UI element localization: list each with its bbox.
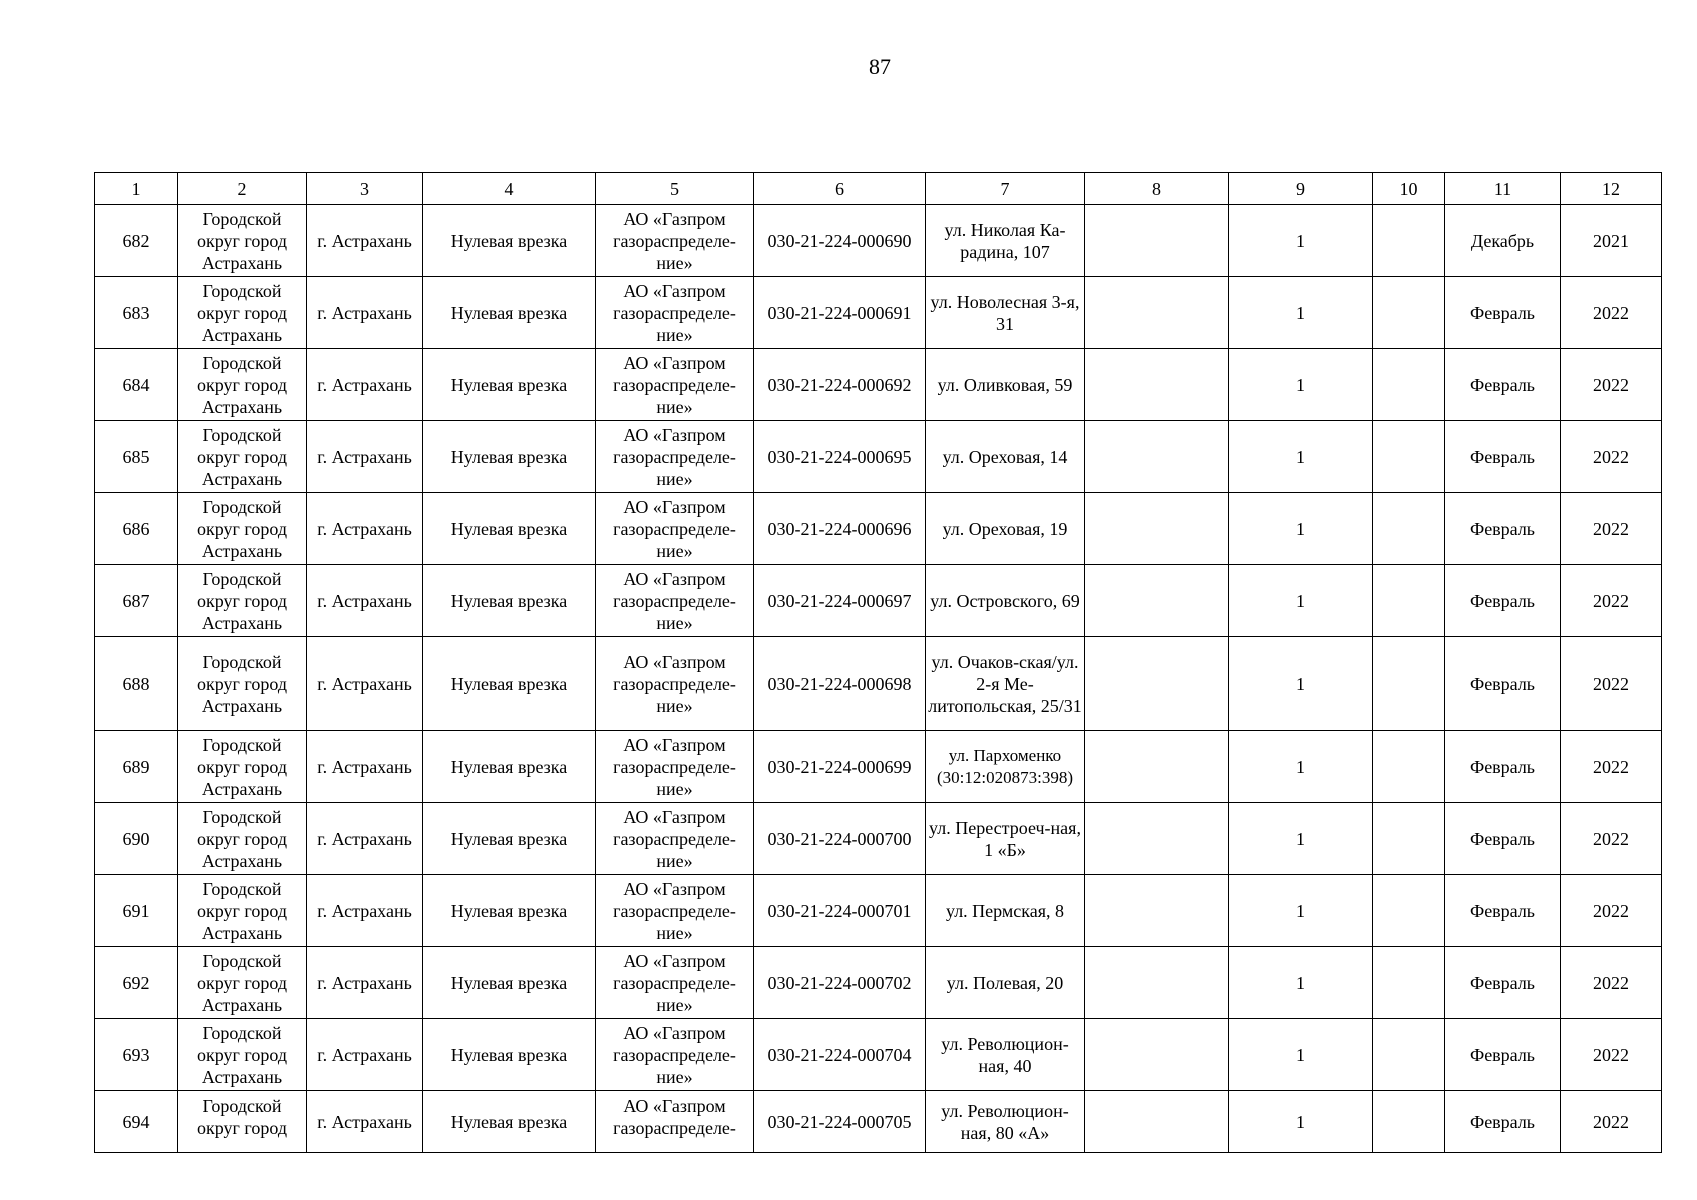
month-cell: Февраль	[1445, 493, 1561, 565]
object-code-cell: 030-21-224-000696	[754, 493, 926, 565]
month-cell: Февраль	[1445, 731, 1561, 803]
district-cell: Городской округ город Астрахань	[178, 421, 307, 493]
work-type-cell: Нулевая врезка	[423, 803, 596, 875]
city-cell: г. Астрахань	[307, 421, 423, 493]
address-cell: ул. Пархоменко (30:12:020873:398)	[926, 731, 1085, 803]
quantity-cell: 1	[1229, 947, 1373, 1019]
column-header: 2	[178, 173, 307, 205]
district-cell: Городской округ город Астрахань	[178, 565, 307, 637]
month-cell: Февраль	[1445, 803, 1561, 875]
year-cell: 2022	[1561, 1019, 1662, 1091]
month-cell: Февраль	[1445, 349, 1561, 421]
column-10-cell	[1373, 637, 1445, 731]
organization-cell: АО «Газпром газораспределе-ние»	[596, 421, 754, 493]
quantity-cell: 1	[1229, 421, 1373, 493]
quantity-cell: 1	[1229, 565, 1373, 637]
month-cell: Февраль	[1445, 565, 1561, 637]
organization-cell: АО «Газпром газораспределе-ние»	[596, 803, 754, 875]
table-row	[95, 277, 1662, 349]
address-cell: ул. Пермская, 8	[926, 875, 1085, 947]
column-header: 11	[1445, 173, 1561, 205]
gas-connections-table	[94, 172, 1662, 1153]
organization-cell: АО «Газпром газораспределе-ние»	[596, 277, 754, 349]
row-number: 691	[95, 875, 178, 947]
district-cell: Городской округ город Астрахань	[178, 349, 307, 421]
column-10-cell	[1373, 565, 1445, 637]
column-header: 9	[1229, 173, 1373, 205]
quantity-cell: 1	[1229, 493, 1373, 565]
table-row	[95, 875, 1662, 947]
column-8-cell	[1085, 205, 1229, 277]
object-code-cell: 030-21-224-000691	[754, 277, 926, 349]
column-8-cell	[1085, 637, 1229, 731]
quantity-cell: 1	[1229, 637, 1373, 731]
address-cell: ул. Николая Ка-радина, 107	[926, 205, 1085, 277]
column-8-cell	[1085, 565, 1229, 637]
table-row	[95, 205, 1662, 277]
month-cell: Февраль	[1445, 637, 1561, 731]
column-10-cell	[1373, 803, 1445, 875]
city-cell: г. Астрахань	[307, 1019, 423, 1091]
year-cell: 2021	[1561, 205, 1662, 277]
work-type-cell: Нулевая врезка	[423, 421, 596, 493]
city-cell: г. Астрахань	[307, 637, 423, 731]
column-10-cell	[1373, 947, 1445, 1019]
column-10-cell	[1373, 205, 1445, 277]
month-cell: Февраль	[1445, 1019, 1561, 1091]
column-10-cell	[1373, 1091, 1445, 1153]
address-cell: ул. Новолесная 3-я, 31	[926, 277, 1085, 349]
address-cell: ул. Ореховая, 14	[926, 421, 1085, 493]
object-code-cell: 030-21-224-000695	[754, 421, 926, 493]
work-type-cell: Нулевая врезка	[423, 565, 596, 637]
row-number: 689	[95, 731, 178, 803]
district-cell: Городской округ город Астрахань	[178, 875, 307, 947]
column-8-cell	[1085, 421, 1229, 493]
year-cell: 2022	[1561, 277, 1662, 349]
column-header: 5	[596, 173, 754, 205]
year-cell: 2022	[1561, 493, 1662, 565]
quantity-cell: 1	[1229, 205, 1373, 277]
city-cell: г. Астрахань	[307, 731, 423, 803]
organization-cell: АО «Газпром газораспределе-	[596, 1091, 754, 1153]
object-code-cell: 030-21-224-000698	[754, 637, 926, 731]
year-cell: 2022	[1561, 565, 1662, 637]
organization-cell: АО «Газпром газораспределе-ние»	[596, 1019, 754, 1091]
district-cell: Городской округ город Астрахань	[178, 493, 307, 565]
work-type-cell: Нулевая врезка	[423, 875, 596, 947]
table-row	[95, 493, 1662, 565]
column-header: 12	[1561, 173, 1662, 205]
year-cell: 2022	[1561, 731, 1662, 803]
year-cell: 2022	[1561, 349, 1662, 421]
year-cell: 2022	[1561, 421, 1662, 493]
quantity-cell: 1	[1229, 803, 1373, 875]
organization-cell: АО «Газпром газораспределе-ние»	[596, 493, 754, 565]
address-cell: ул. Ореховая, 19	[926, 493, 1085, 565]
row-number: 686	[95, 493, 178, 565]
month-cell: Декабрь	[1445, 205, 1561, 277]
column-10-cell	[1373, 277, 1445, 349]
month-cell: Февраль	[1445, 277, 1561, 349]
work-type-cell: Нулевая врезка	[423, 205, 596, 277]
row-number: 683	[95, 277, 178, 349]
year-cell: 2022	[1561, 803, 1662, 875]
column-header: 3	[307, 173, 423, 205]
district-cell: Городской округ город Астрахань	[178, 637, 307, 731]
city-cell: г. Астрахань	[307, 349, 423, 421]
quantity-cell: 1	[1229, 875, 1373, 947]
object-code-cell: 030-21-224-000704	[754, 1019, 926, 1091]
table-row	[95, 947, 1662, 1019]
row-number: 690	[95, 803, 178, 875]
column-8-cell	[1085, 1091, 1229, 1153]
district-cell: Городской округ город Астрахань	[178, 277, 307, 349]
table-row	[95, 421, 1662, 493]
row-number: 693	[95, 1019, 178, 1091]
object-code-cell: 030-21-224-000699	[754, 731, 926, 803]
city-cell: г. Астрахань	[307, 277, 423, 349]
city-cell: г. Астрахань	[307, 565, 423, 637]
row-number: 682	[95, 205, 178, 277]
column-header: 6	[754, 173, 926, 205]
work-type-cell: Нулевая врезка	[423, 731, 596, 803]
year-cell: 2022	[1561, 875, 1662, 947]
address-cell: ул. Перестроеч-ная, 1 «Б»	[926, 803, 1085, 875]
year-cell: 2022	[1561, 1091, 1662, 1153]
row-number: 692	[95, 947, 178, 1019]
address-cell: ул. Революцион-ная, 40	[926, 1019, 1085, 1091]
table-row	[95, 1091, 1662, 1153]
column-10-cell	[1373, 493, 1445, 565]
organization-cell: АО «Газпром газораспределе-ние»	[596, 637, 754, 731]
column-8-cell	[1085, 803, 1229, 875]
table-row	[95, 1019, 1662, 1091]
month-cell: Февраль	[1445, 421, 1561, 493]
quantity-cell: 1	[1229, 1019, 1373, 1091]
organization-cell: АО «Газпром газораспределе-ние»	[596, 875, 754, 947]
row-number: 684	[95, 349, 178, 421]
city-cell: г. Астрахань	[307, 875, 423, 947]
year-cell: 2022	[1561, 947, 1662, 1019]
city-cell: г. Астрахань	[307, 1091, 423, 1153]
row-number: 688	[95, 637, 178, 731]
object-code-cell: 030-21-224-000700	[754, 803, 926, 875]
month-cell: Февраль	[1445, 875, 1561, 947]
address-cell: ул. Островского, 69	[926, 565, 1085, 637]
district-cell: Городской округ город Астрахань	[178, 947, 307, 1019]
district-cell: Городской округ город Астрахань	[178, 731, 307, 803]
quantity-cell: 1	[1229, 731, 1373, 803]
column-header: 7	[926, 173, 1085, 205]
district-cell: Городской округ город	[178, 1091, 307, 1153]
city-cell: г. Астрахань	[307, 803, 423, 875]
column-number-row	[95, 173, 1662, 205]
column-8-cell	[1085, 349, 1229, 421]
organization-cell: АО «Газпром газораспределе-ние»	[596, 205, 754, 277]
work-type-cell: Нулевая врезка	[423, 1019, 596, 1091]
page-number: 87	[869, 54, 891, 79]
row-number: 694	[95, 1091, 178, 1153]
city-cell: г. Астрахань	[307, 493, 423, 565]
column-10-cell	[1373, 349, 1445, 421]
column-8-cell	[1085, 493, 1229, 565]
column-header: 10	[1373, 173, 1445, 205]
object-code-cell: 030-21-224-000702	[754, 947, 926, 1019]
row-number: 687	[95, 565, 178, 637]
column-10-cell	[1373, 875, 1445, 947]
object-code-cell: 030-21-224-000705	[754, 1091, 926, 1153]
column-header: 4	[423, 173, 596, 205]
table-row	[95, 731, 1662, 803]
column-header: 8	[1085, 173, 1229, 205]
work-type-cell: Нулевая врезка	[423, 277, 596, 349]
column-header: 1	[95, 173, 178, 205]
work-type-cell: Нулевая врезка	[423, 349, 596, 421]
month-cell: Февраль	[1445, 947, 1561, 1019]
table-row	[95, 349, 1662, 421]
table-row	[95, 637, 1662, 731]
year-cell: 2022	[1561, 637, 1662, 731]
organization-cell: АО «Газпром газораспределе-ние»	[596, 565, 754, 637]
row-number: 685	[95, 421, 178, 493]
column-8-cell	[1085, 947, 1229, 1019]
object-code-cell: 030-21-224-000697	[754, 565, 926, 637]
table-row	[95, 565, 1662, 637]
organization-cell: АО «Газпром газораспределе-ние»	[596, 731, 754, 803]
column-8-cell	[1085, 731, 1229, 803]
column-10-cell	[1373, 1019, 1445, 1091]
district-cell: Городской округ город Астрахань	[178, 205, 307, 277]
quantity-cell: 1	[1229, 277, 1373, 349]
object-code-cell: 030-21-224-000701	[754, 875, 926, 947]
column-10-cell	[1373, 421, 1445, 493]
work-type-cell: Нулевая врезка	[423, 493, 596, 565]
work-type-cell: Нулевая врезка	[423, 947, 596, 1019]
column-8-cell	[1085, 1019, 1229, 1091]
city-cell: г. Астрахань	[307, 947, 423, 1019]
city-cell: г. Астрахань	[307, 205, 423, 277]
month-cell: Февраль	[1445, 1091, 1561, 1153]
district-cell: Городской округ город Астрахань	[178, 803, 307, 875]
address-cell: ул. Полевая, 20	[926, 947, 1085, 1019]
work-type-cell: Нулевая врезка	[423, 1091, 596, 1153]
quantity-cell: 1	[1229, 349, 1373, 421]
organization-cell: АО «Газпром газораспределе-ние»	[596, 349, 754, 421]
column-8-cell	[1085, 875, 1229, 947]
organization-cell: АО «Газпром газораспределе-ние»	[596, 947, 754, 1019]
object-code-cell: 030-21-224-000692	[754, 349, 926, 421]
object-code-cell: 030-21-224-000690	[754, 205, 926, 277]
column-10-cell	[1373, 731, 1445, 803]
address-cell: ул. Очаков-ская/ул. 2-я Ме-литопольская, 25/31	[926, 637, 1085, 731]
work-type-cell: Нулевая врезка	[423, 637, 596, 731]
column-8-cell	[1085, 277, 1229, 349]
table-row	[95, 803, 1662, 875]
district-cell: Городской округ город Астрахань	[178, 1019, 307, 1091]
quantity-cell: 1	[1229, 1091, 1373, 1153]
address-cell: ул. Революцион-ная, 80 «А»	[926, 1091, 1085, 1153]
address-cell: ул. Оливковая, 59	[926, 349, 1085, 421]
